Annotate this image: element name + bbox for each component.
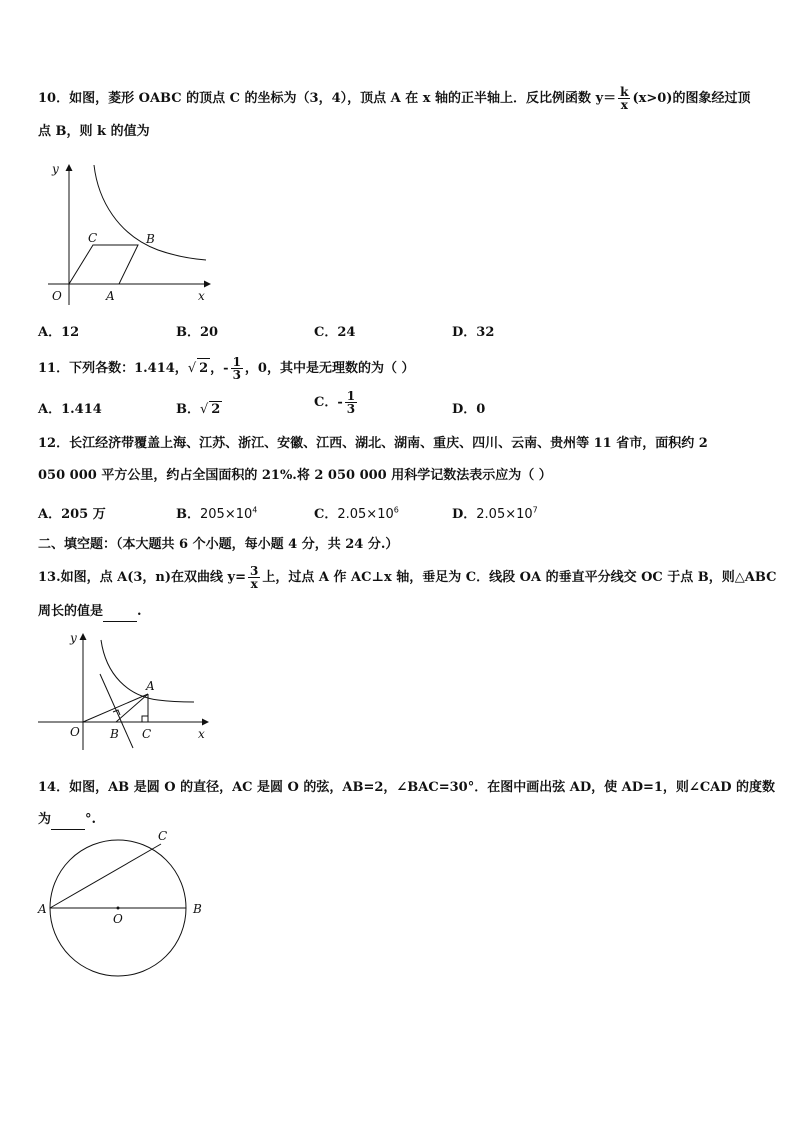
q10-label-a: A: [106, 289, 115, 303]
section-fill-in-heading: 二、填空题：（本大题共 6 个小题，每小题 4 分，共 24 分.）: [38, 537, 399, 552]
q13-line1: 13.如图，点 A(3，n)在双曲线 y= $\frac{3}{x}$ 上，过点 A 作 AC⊥x 轴，垂足为 C．线段 OA 的垂直平分线交 OC 于点 B，则△ABC: [38, 564, 777, 591]
q10-line1: 10．如图，菱形 OABC 的顶点 C 的坐标为（3，4），顶点 A 在 x 轴的正半轴上．反比例函数 y＝ $\frac{k}{x}$ (x>0)的图象经过顶: [38, 85, 751, 112]
q12-option-d: D．$2.05\times 10^7$: [452, 505, 538, 522]
q13-right-angle-bisector: [113, 710, 120, 715]
q14-label-c: C: [158, 829, 168, 843]
q14-figure: [38, 830, 218, 980]
q14-center-dot: [117, 907, 120, 910]
q10-figure: [38, 155, 218, 315]
q14-label-b: B: [193, 902, 202, 916]
q10-line2: 点 B，则 k 的值为: [38, 124, 150, 139]
q12-line1: 12．长江经济带覆盖上海、江苏、浙江、安徽、江西、湖北、湖南、重庆、四川、云南、贵州等 11 省市，面积约 2: [38, 436, 708, 451]
q14-label-a: A: [38, 902, 47, 916]
q12-option-c: C．$2.05\times 10^6$: [314, 505, 399, 522]
q13-label-x: x: [198, 727, 205, 741]
q13-answer-blank[interactable]: [103, 607, 137, 622]
q11-option-b: B．√ 2: [176, 402, 221, 417]
q13-line2: 周长的值是 .: [38, 602, 760, 622]
q11-fraction: $\frac{1}{3}$: [232, 355, 241, 382]
q10-option-c: C．24: [314, 325, 356, 340]
q10-option-b: B．20: [176, 325, 219, 340]
q12-line2: 050 000 平方公里，约占全国面积的 21%.将 2 050 000 用科学记数法表示应为（ ）: [38, 468, 552, 483]
q14-line2: 为 °.: [38, 810, 760, 830]
q10-label-x: x: [198, 289, 205, 303]
q11-stem: 11．下列各数：1.414，√ 2 ，- $\frac{1}{3}$ ，0，其中是无理数的为（ ）: [38, 355, 415, 382]
q14-answer-blank[interactable]: [51, 815, 85, 830]
q13-segment-ab: [116, 694, 148, 722]
q10-label-y: y: [52, 162, 59, 176]
q13-label-o: O: [70, 725, 80, 739]
q10-label-o: O: [52, 289, 62, 303]
q13-right-angle-ac: [142, 716, 148, 722]
q10-rhombus: [69, 245, 138, 284]
q13-fraction: $\frac{3}{x}$: [250, 564, 259, 591]
q10-option-d: D．32: [452, 325, 495, 340]
q12-option-a: A．205 万: [38, 507, 106, 522]
q13-label-a: A: [146, 679, 155, 693]
q14-label-o: O: [113, 912, 123, 926]
q13-figure: [38, 630, 218, 750]
q11-option-d: D．0: [452, 402, 486, 417]
q13-label-y: y: [70, 631, 77, 645]
q10-label-b: B: [146, 232, 155, 246]
q13-label-c: C: [142, 727, 152, 741]
q11-option-c: C．- $\frac{1}{3}$: [314, 389, 356, 416]
q14-chord-ac: [50, 844, 161, 908]
q11-option-a: A．1.414: [38, 402, 102, 417]
q10-option-a: A．12: [38, 325, 80, 340]
q10-label-c: C: [88, 231, 98, 245]
q10-fraction: $\frac{k}{x}$: [620, 85, 629, 112]
q12-option-b: B．$205\times 10^4$: [176, 505, 258, 522]
q13-label-b: B: [110, 727, 119, 741]
q14-line1: 14．如图，AB 是圆 O 的直径，AC 是圆 O 的弦，AB=2，∠BAC=30°．在图中画出弦 AD，使 AD=1，则∠CAD 的度数: [38, 780, 776, 795]
